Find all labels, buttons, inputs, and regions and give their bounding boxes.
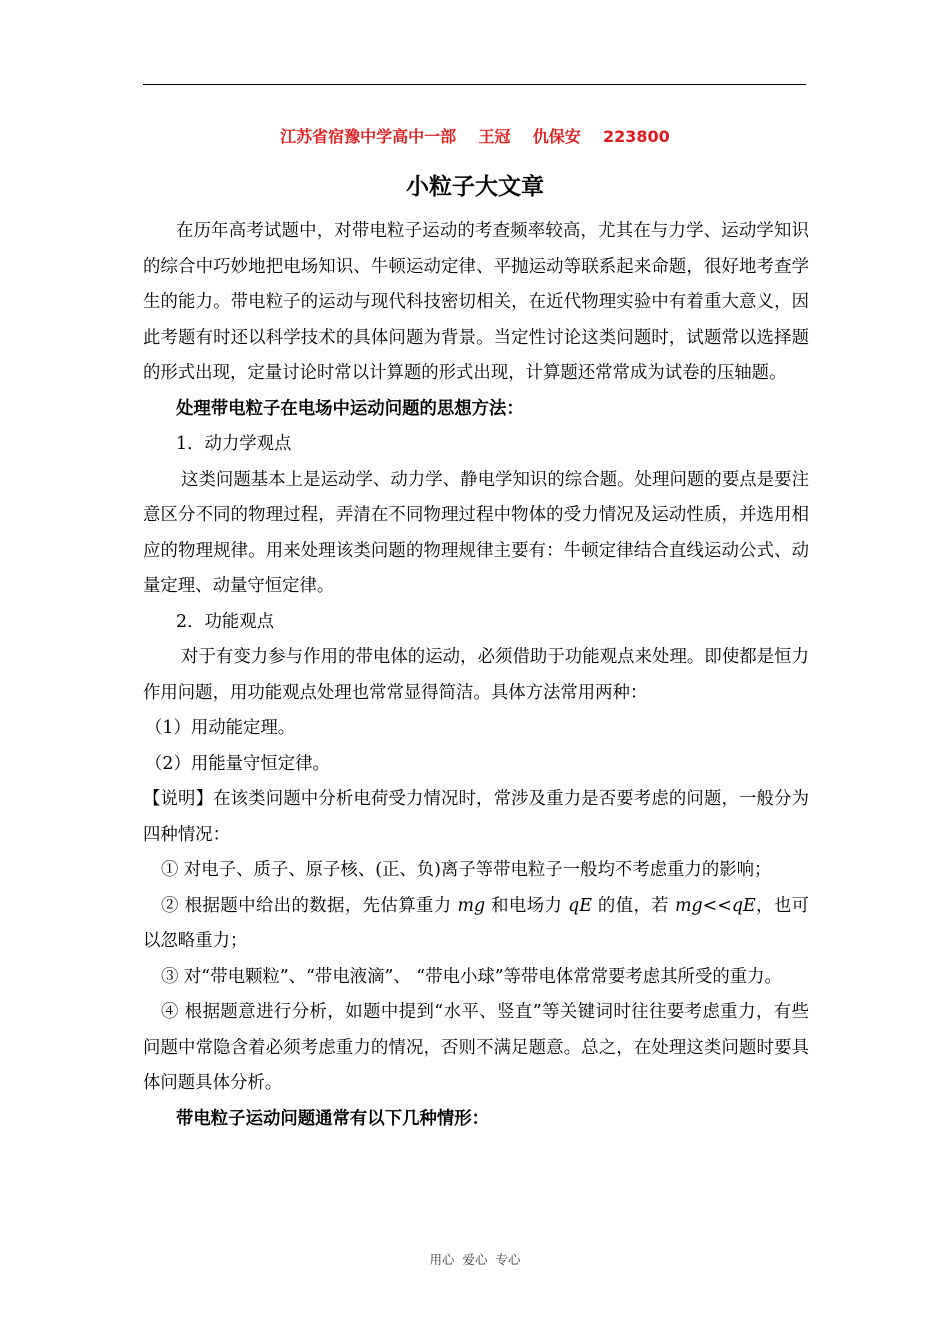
case-4: ④ 根据题意进行分析，如题中提到“水平、竖直”等关键词时往往要考虑重力，有些问题中常隐含着必须考虑重力的情况，否则不满足题意。总之，在处理这类问题时要具体问题具体分析。 bbox=[143, 1002, 809, 1093]
article-body bbox=[143, 214, 809, 1137]
case-2-text-d: ，也可以忽略重力； bbox=[143, 895, 810, 951]
var-qe-2: qE bbox=[731, 895, 756, 916]
case-1: ① 对电子、质子、原子核、(正、负)离子等带电粒子一般均不考虑重力的影响； bbox=[161, 860, 772, 880]
var-mg-2: mg bbox=[675, 895, 703, 916]
point2-text: 对于有变力参与作用的带电体的运动，必须借助于功能观点来处理。即使都是恒力作用问题，用功能观点处理也常常显得简洁。具体方法常用两种： bbox=[143, 647, 809, 703]
point1-title: 1．动力学观点 bbox=[176, 434, 292, 454]
article-title: 小粒子大文章 bbox=[406, 174, 544, 200]
author-line: 江苏省宿豫中学高中一部 王冠 仇保安 223800 bbox=[280, 127, 670, 146]
much-less-sign: << bbox=[702, 895, 732, 916]
header-rule bbox=[143, 84, 806, 85]
final-heading: 带电粒子运动问题通常有以下几种情形： bbox=[176, 1108, 490, 1129]
method-a: （1）用动能定理。 bbox=[145, 718, 296, 738]
case-2 bbox=[143, 889, 809, 960]
method-heading: 处理带电粒子在电场中运动问题的思想方法： bbox=[176, 398, 524, 419]
case-3: ③ 对“带电颗粒”、“带电液滴”、 “带电小球”等带电体常常要考虑其所受的重力。 bbox=[161, 966, 782, 987]
var-qe: qE bbox=[568, 895, 592, 916]
case-2-text-c: 的值，若 bbox=[592, 895, 676, 916]
note-paragraph bbox=[143, 782, 809, 853]
point1-text: 这类问题基本上是运动学、动力学、静电学知识的综合题。处理问题的要点是要注意区分不同的物理过程，弄清在不同物理过程中物体的受力情况及运动性质，并选用相应的物理规律。用来处理该类问题的物理规律主要有：牛顿定律结合直线运动公式、动量定理、动量守恒定律。 bbox=[143, 469, 809, 596]
var-mg: mg bbox=[457, 895, 486, 916]
method-b: （2）用能量守恒定律。 bbox=[145, 753, 330, 774]
note-text: 在该类问题中分析电荷受力情况时，常涉及重力是否要考虑的问题，一般分为四种情况： bbox=[143, 789, 809, 845]
note-label: 【说明】 bbox=[143, 789, 214, 809]
page-footer: 用心 爱心 专心 bbox=[429, 1252, 521, 1267]
point2-title: 2．功能观点 bbox=[176, 611, 275, 632]
case-2-text-a: ② 根据题中给出的数据，先估算重力 bbox=[161, 895, 458, 916]
intro-paragraph: 在历年高考试题中，对带电粒子运动的考查频率较高，尤其在与力学、运动学知识的综合中巧妙地把电场知识、牛顿运动定律、平抛运动等联系起来命题，很好地考查学生的能力。带电粒子的运动与现代科技密切相关，在近代物理实验中有着重大意义，因此考题有时还以科学技术的具体问题为背景。当定性讨论这类问题时，试题常以选择题的形式出现，定量讨论时常以计算题的形式出现，计算题还常常成为试卷的压轴题。 bbox=[143, 221, 809, 383]
case-2-text-b: 和电场力 bbox=[485, 895, 569, 916]
